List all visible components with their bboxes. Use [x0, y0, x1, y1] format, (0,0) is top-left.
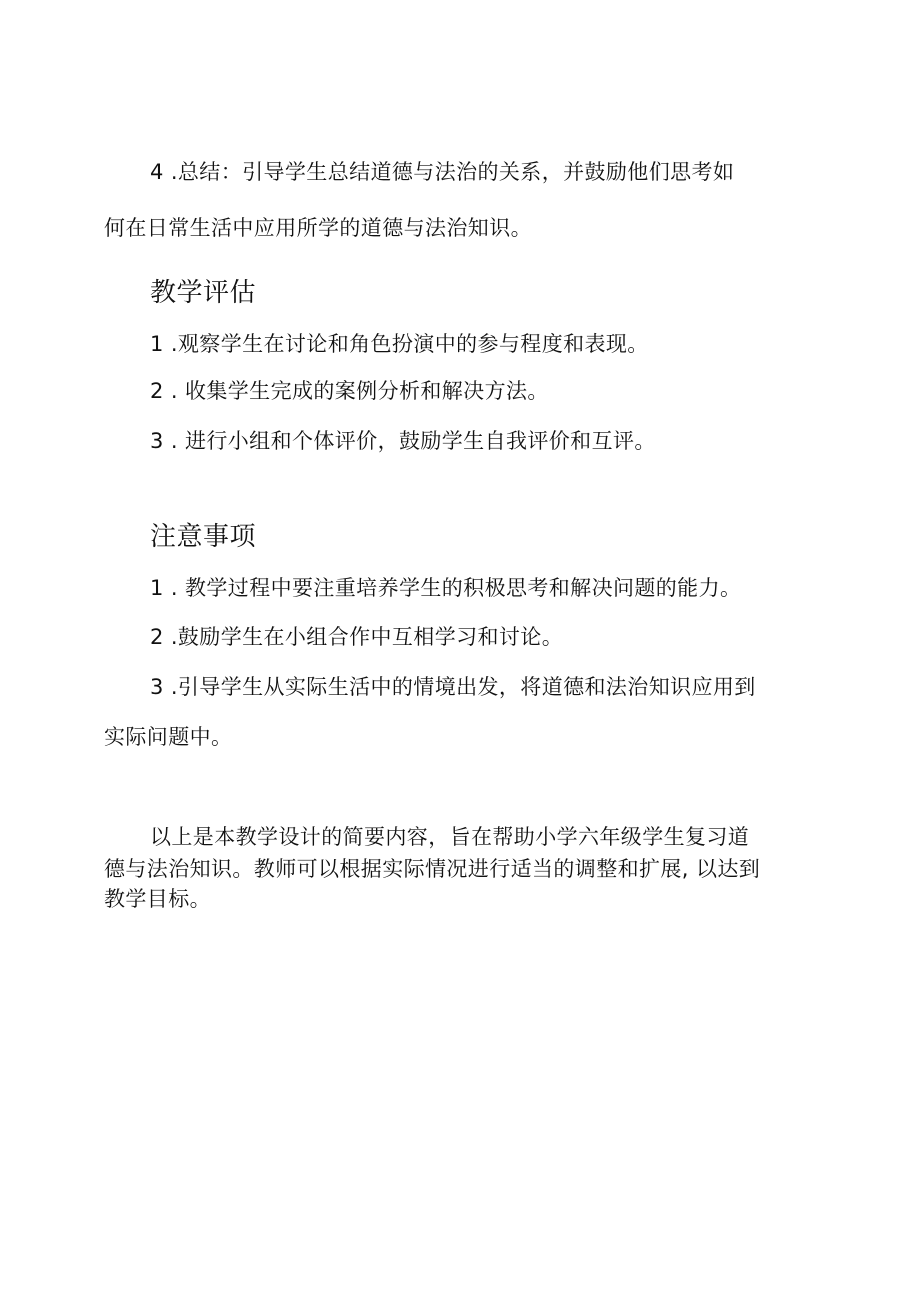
notes-item-3-line-2: 实际问题中。 — [104, 725, 233, 749]
notes-heading: 注意事项 — [150, 522, 257, 552]
summary-item-line-1: 4 .总结：引导学生总结道德与法治的关系，并鼓励他们思考如 — [150, 160, 735, 184]
notes-item-2: 2 .鼓励学生在小组合作中互相学习和讨论。 — [150, 625, 564, 649]
notes-item-3-line-1: 3 .引导学生从实际生活中的情境出发，将道德和法治知识应用到 — [150, 675, 756, 699]
conclusion-line-1: 以上是本教学设计的简要内容，旨在帮助小学六年级学生复习道 — [150, 825, 750, 849]
evaluation-item-2: 2 . 收集学生完成的案例分析和解决方法。 — [150, 379, 549, 403]
evaluation-item-3: 3 . 进行小组和个体评价，鼓励学生自我评价和互评。 — [150, 429, 656, 453]
conclusion-line-2: 德与法治知识。教师可以根据实际情况进行适当的调整和扩展, 以达到 — [104, 857, 761, 881]
evaluation-item-1: 1 .观察学生在讨论和角色扮演中的参与程度和表现。 — [150, 332, 649, 356]
notes-item-1: 1 . 教学过程中要注重培养学生的积极思考和解决问题的能力。 — [150, 576, 742, 600]
evaluation-heading: 教学评估 — [150, 278, 257, 308]
conclusion-line-3: 教学目标。 — [104, 887, 211, 911]
summary-item-line-2: 何在日常生活中应用所学的道德与法治知识。 — [104, 216, 532, 240]
